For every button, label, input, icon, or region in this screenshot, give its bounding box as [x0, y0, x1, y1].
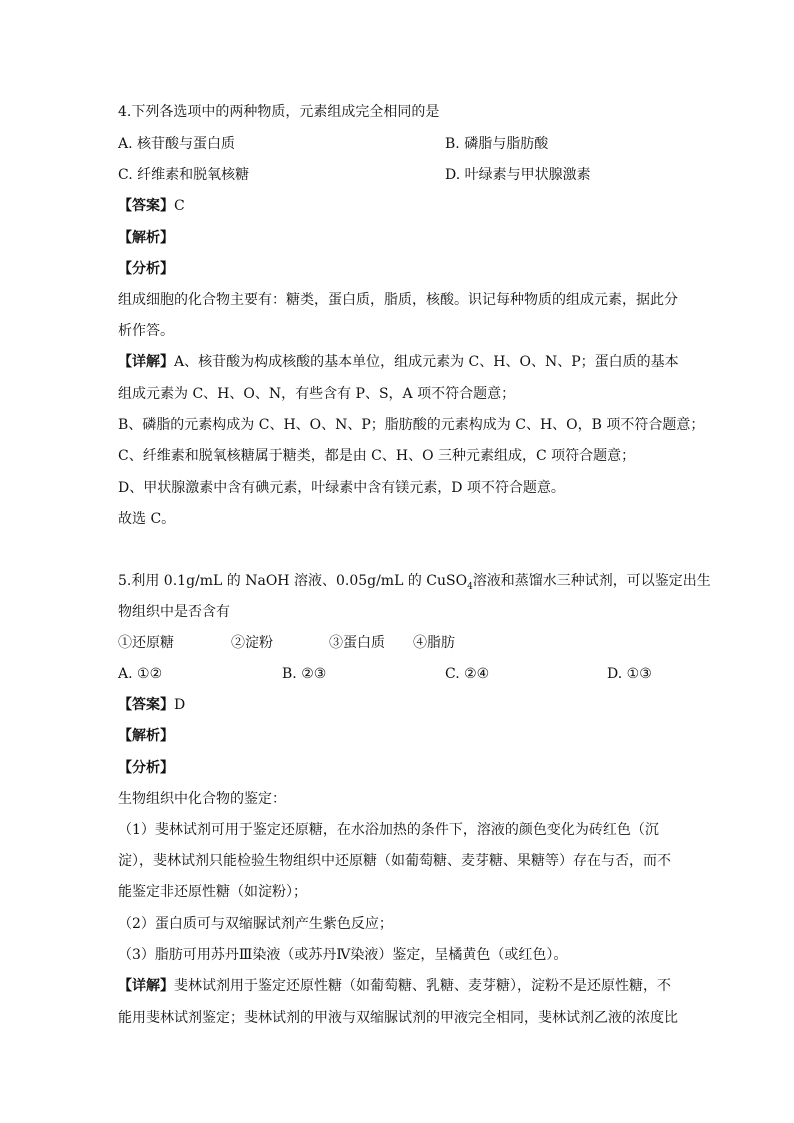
q5-option-c-letter: C.	[445, 666, 460, 682]
q4-detail-line: 组成元素为 C、H、O、N，有些含有 P、S，A 项不符合题意；	[118, 386, 516, 402]
q5-item: ③蛋白质	[329, 635, 385, 651]
q5-fenxi-line: 生物组织中化合物的鉴定：	[118, 791, 286, 807]
q5-fenxi-line: 淀），斐林试剂只能检验生物组织中还原糖（如葡萄糖、麦芽糖、果糖等）存在与否，而不	[118, 853, 671, 869]
q4-option-c-letter: C.	[118, 167, 133, 183]
q5-detail-line: 能用斐林试剂鉴定；斐林试剂的甲液与双缩脲试剂的甲液完全相同，斐林试剂乙液的浓度比	[118, 1010, 678, 1026]
q4-option-b-letter: B.	[445, 136, 460, 152]
q4-option-c	[118, 166, 249, 184]
q5-fenxi-tag: 【分析】	[118, 760, 174, 776]
q4-option-b	[445, 135, 548, 153]
q4-option-d	[445, 166, 591, 184]
q5-answer	[118, 696, 185, 714]
q5-option-a-letter: A.	[118, 666, 133, 682]
q5-fenxi-line: （2）蛋白质可与双缩脲试剂产生紫色反应；	[118, 916, 393, 932]
q4-detail-text: A、核苷酸为构成核酸的基本单位，组成元素为 C、H、O、N、P；蛋白质的基本	[174, 354, 679, 370]
q5-stem-part-a: 5.利用 0.1g/mL 的 NaOH 溶液、0.05g/mL 的 CuSO	[118, 573, 468, 589]
q5-detail-text: 斐林试剂用于鉴定还原性糖（如葡萄糖、乳糖、麦芽糖），淀粉不是还原性糖，不	[174, 978, 671, 994]
q5-stem-part-b: 溶液和蒸馏水三种试剂，可以鉴定出生	[472, 573, 711, 589]
q5-option-b-text: ②③	[301, 666, 327, 682]
q5-option-b-letter: B.	[282, 666, 297, 682]
q5-analysis-tag: 【解析】	[118, 728, 174, 744]
q5-stem	[118, 572, 711, 590]
q5-item: ④脂肪	[413, 635, 455, 651]
q4-option-a	[118, 135, 235, 153]
q5-option-b	[282, 665, 326, 683]
q5-item: ②淀粉	[231, 635, 273, 651]
q4-option-d-text: 叶绿素与甲状腺激素	[464, 167, 591, 183]
q4-answer-value: C	[174, 198, 185, 214]
q4-option-a-letter: A.	[118, 136, 133, 152]
q4-detail-line: C、纤维素和脱氧核糖属于糖类，都是由 C、H、O 三种元素组成，C 项符合题意；	[118, 448, 636, 464]
q4-fenxi-line: 析作答。	[118, 323, 174, 339]
q4-detail-tag: 【详解】	[118, 354, 174, 370]
q5-option-d-text: ①③	[626, 666, 652, 682]
q5-item: ①还原糖	[118, 635, 174, 651]
q4-detail-line: B、磷脂的元素构成为 C、H、O、N、P；脂肪酸的元素构成为 C、H、O，B 项不符合题意；	[118, 417, 705, 433]
q4-option-d-letter: D.	[445, 167, 461, 183]
q4-option-c-text: 纤维素和脱氧核糖	[137, 167, 250, 183]
q4-fenxi-tag: 【分析】	[118, 261, 174, 277]
q4-stem: 4.下列各选项中的两种物质，元素组成完全相同的是	[118, 104, 440, 120]
q5-detail-tag: 【详解】	[118, 978, 174, 994]
q4-fenxi-line: 组成细胞的化合物主要有：糖类，蛋白质，脂质，核酸。识记每种物质的组成元素，据此分	[118, 292, 678, 308]
q4-answer	[118, 197, 185, 215]
q5-stem-line2: 物组织中是否含有	[118, 604, 230, 620]
q4-detail-line: D、甲状腺激素中含有碘元素，叶绿素中含有镁元素，D 项不符合题意。	[118, 480, 565, 496]
q5-answer-value: D	[174, 697, 186, 713]
q5-option-c-text: ②④	[464, 666, 490, 682]
q5-option-a	[118, 665, 162, 683]
q4-answer-tag: 【答案】	[118, 198, 174, 214]
q5-fenxi-line: 能鉴定非还原性糖（如淀粉）；	[118, 884, 307, 900]
q4-option-b-text: 磷脂与脂肪酸	[464, 136, 549, 152]
q5-option-d-letter: D.	[607, 666, 623, 682]
q4-detail-first	[118, 353, 679, 371]
q5-stem-subscript: 4	[467, 581, 473, 592]
q5-option-d	[607, 665, 652, 683]
q5-detail-first	[118, 977, 671, 995]
q5-option-a-text: ①②	[137, 666, 163, 682]
q4-conclusion: 故选 C。	[118, 511, 176, 527]
q4-analysis-tag: 【解析】	[118, 230, 174, 246]
q4-option-a-text: 核苷酸与蛋白质	[137, 136, 236, 152]
q5-answer-tag: 【答案】	[118, 697, 174, 713]
q5-fenxi-line: （1）斐林试剂可用于鉴定还原糖，在水浴加热的条件下，溶液的颜色变化为砖红色（沉	[118, 822, 659, 838]
q5-option-c	[445, 665, 489, 683]
q5-fenxi-line: （3）脂肪可用苏丹Ⅲ染液（或苏丹Ⅳ染液）鉴定，呈橘黄色（或红色）。	[118, 947, 568, 963]
